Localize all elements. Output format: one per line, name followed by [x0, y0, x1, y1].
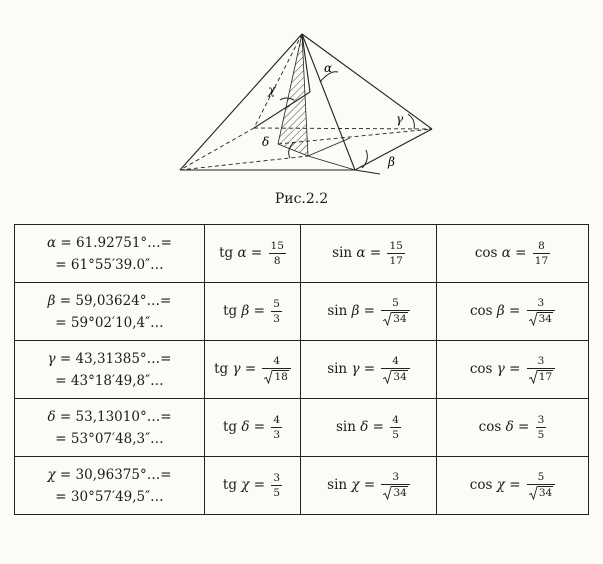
cos-expression: cos α = $\frac{8}{17}$: [474, 239, 549, 267]
angle-symbol: γ: [47, 350, 56, 367]
numerator: 5: [527, 471, 555, 485]
radicand: 34: [538, 487, 553, 499]
denominator: 8: [273, 254, 281, 267]
fraction: [269, 240, 286, 268]
function-name: tg: [214, 361, 229, 377]
fraction: [381, 355, 409, 384]
angle-symbol: χ: [47, 466, 56, 483]
dms-value: 53°07′48,3″…: [70, 430, 164, 447]
label-beta: β: [388, 155, 395, 169]
tg-expression: tg γ = $\frac{4}{18}$: [214, 361, 291, 377]
numerator: 4: [381, 355, 409, 369]
fraction: [271, 298, 282, 326]
numerator: 3: [527, 355, 555, 369]
radicand: 34: [393, 371, 407, 383]
dms-value: 30°57′49,5″…: [70, 488, 164, 505]
sqrt-sign: [529, 370, 553, 384]
table-row: [15, 341, 589, 399]
table-row: [15, 457, 589, 515]
decimal-value: 53,13010°…=: [75, 408, 172, 425]
sin-expression: sin δ = $\frac{4}{5}$: [336, 413, 399, 441]
cos-cell: [437, 399, 589, 457]
cos-cell: [437, 457, 589, 515]
decimal-value: 43,31385°…=: [75, 350, 172, 367]
dms-value: 43°18′49,8″…: [70, 372, 164, 389]
denominator: 3: [273, 312, 280, 325]
radicand: 18: [274, 371, 288, 383]
angle-symbol: δ: [505, 419, 514, 435]
table-row: [15, 399, 589, 457]
decimal-value: 59,03624°…=: [75, 292, 172, 309]
dms-degrees: = 59°02′10,4″…: [55, 314, 164, 331]
dms-value: 61°55′39.0″…: [70, 256, 164, 273]
fraction: [387, 240, 404, 268]
angle-value-cell: [15, 283, 205, 341]
sin-cell: [301, 341, 437, 399]
cos-expression: cos γ = $\frac{3}{17}$: [470, 361, 555, 377]
angle-symbol: χ: [241, 477, 250, 493]
sqrt-sign: [383, 370, 407, 384]
denominator: [381, 311, 409, 326]
function-name: sin: [332, 245, 353, 261]
numerator: 4: [392, 413, 399, 426]
function-name: sin: [327, 361, 348, 377]
cos-cell: [437, 341, 589, 399]
function-name: cos: [469, 361, 493, 377]
pyramid-figure: [170, 20, 440, 190]
radicand: 17: [538, 371, 553, 383]
angle-symbol: α: [356, 245, 366, 261]
denominator: [262, 369, 290, 384]
sqrt-sign: [529, 486, 553, 500]
decimal-degrees: α = 61.92751°…=: [46, 234, 172, 251]
denominator: [381, 485, 409, 500]
angle-value-cell: [15, 225, 205, 283]
function-name: cos: [474, 245, 498, 261]
decimal-degrees: γ = 43,31385°…=: [47, 350, 172, 367]
angle-symbol: γ: [232, 361, 241, 377]
tg-expression: tg β = $\frac{5}{3}$: [223, 297, 280, 325]
fraction: [536, 414, 547, 442]
cos-expression: cos β = $\frac{3}{34}$: [470, 303, 555, 319]
decimal-degrees: δ = 53,13010°…=: [47, 408, 172, 425]
decimal-degrees: β = 59,03624°…=: [47, 292, 172, 309]
table-row: [15, 283, 589, 341]
radicand: 34: [393, 487, 407, 499]
tg-cell: [205, 341, 301, 399]
hatched-section: [278, 34, 308, 156]
angle-table: [14, 224, 589, 515]
sin-cell: [301, 283, 437, 341]
angle-symbol: χ: [496, 477, 505, 493]
decimal-value: 30,96375°…=: [75, 466, 172, 483]
radicand: 34: [393, 313, 407, 325]
interior-lines: [308, 138, 355, 170]
sin-expression: sin γ = $\frac{4}{34}$: [327, 361, 410, 377]
function-name: tg: [219, 245, 234, 261]
sqrt-sign: [264, 370, 288, 384]
label-gamma-1: γ: [396, 112, 404, 126]
angle-symbol: β: [241, 303, 250, 319]
denominator: 17: [389, 254, 403, 267]
sqrt-sign: [383, 312, 407, 326]
function-name: tg: [223, 303, 238, 319]
fraction: [262, 355, 290, 384]
numerator: 5: [273, 297, 280, 310]
angle-symbol: β: [496, 303, 505, 319]
label-alpha: α: [324, 61, 333, 75]
angle-symbol: δ: [47, 408, 56, 425]
angle-symbol: χ: [351, 477, 360, 493]
numerator: 3: [537, 413, 545, 426]
dms-degrees: = 61°55′39.0″…: [55, 256, 164, 273]
fraction: [527, 471, 555, 500]
function-name: tg: [222, 419, 238, 435]
angle-symbol: α: [237, 245, 247, 261]
tg-expression: tg χ = $\frac{3}{5}$: [222, 471, 281, 499]
denominator: [527, 311, 555, 326]
sin-expression: sin α = $\frac{15}{17}$: [332, 239, 403, 267]
radicand: 34: [538, 313, 552, 325]
numerator: 3: [527, 297, 555, 311]
denominator: 5: [537, 428, 545, 441]
sqrt-sign: [529, 312, 553, 326]
cos-cell: [437, 283, 589, 341]
function-name: cos: [469, 303, 493, 319]
angle-symbol: α: [501, 245, 511, 261]
numerator: 15: [389, 239, 403, 252]
figure-caption: Рис.2.2: [274, 191, 329, 207]
dms-degrees: = 30°57′49,5″…: [55, 488, 164, 505]
fraction: [381, 471, 409, 500]
label-delta: δ: [262, 135, 270, 149]
sin-cell: [301, 399, 437, 457]
sin-expression: sin χ = $\frac{3}{34}$: [327, 477, 410, 493]
numerator: 5: [381, 297, 409, 311]
fraction: [533, 240, 550, 268]
tg-cell: [205, 399, 301, 457]
angle-symbol: β: [47, 292, 56, 309]
denominator: 5: [273, 486, 281, 499]
angle-symbol: δ: [241, 419, 250, 435]
function-name: sin: [327, 303, 348, 319]
numerator: 4: [262, 355, 290, 369]
sin-cell: [301, 457, 437, 515]
angle-symbol: β: [351, 303, 360, 319]
angle-symbol: δ: [360, 419, 369, 435]
tg-cell: [205, 457, 301, 515]
cos-cell: [437, 225, 589, 283]
angle-value-cell: [15, 399, 205, 457]
function-name: sin: [327, 477, 348, 493]
tg-expression: tg δ = $\frac{4}{3}$: [222, 413, 281, 441]
angle-symbol: γ: [496, 361, 505, 377]
fraction: [271, 472, 282, 500]
fraction: [381, 297, 409, 326]
angle-symbol: α: [46, 234, 57, 251]
numerator: 8: [533, 240, 550, 254]
tg-cell: [205, 283, 301, 341]
angle-value-cell: [15, 341, 205, 399]
dms-degrees: = 43°18′49,8″…: [55, 372, 164, 389]
function-name: cos: [469, 477, 493, 493]
sqrt-sign: [383, 486, 407, 500]
denominator: [381, 369, 409, 384]
table-row: [15, 225, 589, 283]
function-name: cos: [478, 419, 502, 435]
numerator: 4: [273, 413, 281, 426]
decimal-degrees: χ = 30,96375°…=: [47, 466, 172, 483]
sin-cell: [301, 225, 437, 283]
denominator: 17: [534, 254, 549, 267]
dms-value: 59°02′10,4″…: [70, 314, 164, 331]
fraction: [271, 414, 282, 442]
tg-cell: [205, 225, 301, 283]
sin-expression: sin β = $\frac{5}{34}$: [327, 303, 409, 319]
denominator: [527, 485, 555, 500]
fraction: [390, 414, 401, 442]
numerator: 3: [381, 471, 409, 485]
function-name: sin: [336, 419, 356, 435]
fraction: [527, 297, 555, 326]
dms-degrees: = 53°07′48,3″…: [55, 430, 164, 447]
function-name: tg: [222, 477, 237, 493]
denominator: 3: [273, 428, 281, 441]
denominator: 5: [392, 428, 399, 441]
decimal-value: 61.92751°…=: [76, 234, 172, 251]
cos-expression: cos χ = $\frac{5}{34}$: [470, 477, 555, 493]
tg-expression: tg α = $\frac{15}{8}$: [219, 239, 284, 267]
numerator: 3: [273, 471, 281, 484]
denominator: [527, 369, 555, 384]
angle-value-cell: [15, 457, 205, 515]
angle-symbol: γ: [351, 361, 360, 377]
numerator: 15: [270, 239, 284, 252]
fraction: [527, 355, 555, 384]
cos-expression: cos δ = $\frac{3}{5}$: [478, 413, 545, 441]
label-chi: χ: [268, 83, 276, 97]
